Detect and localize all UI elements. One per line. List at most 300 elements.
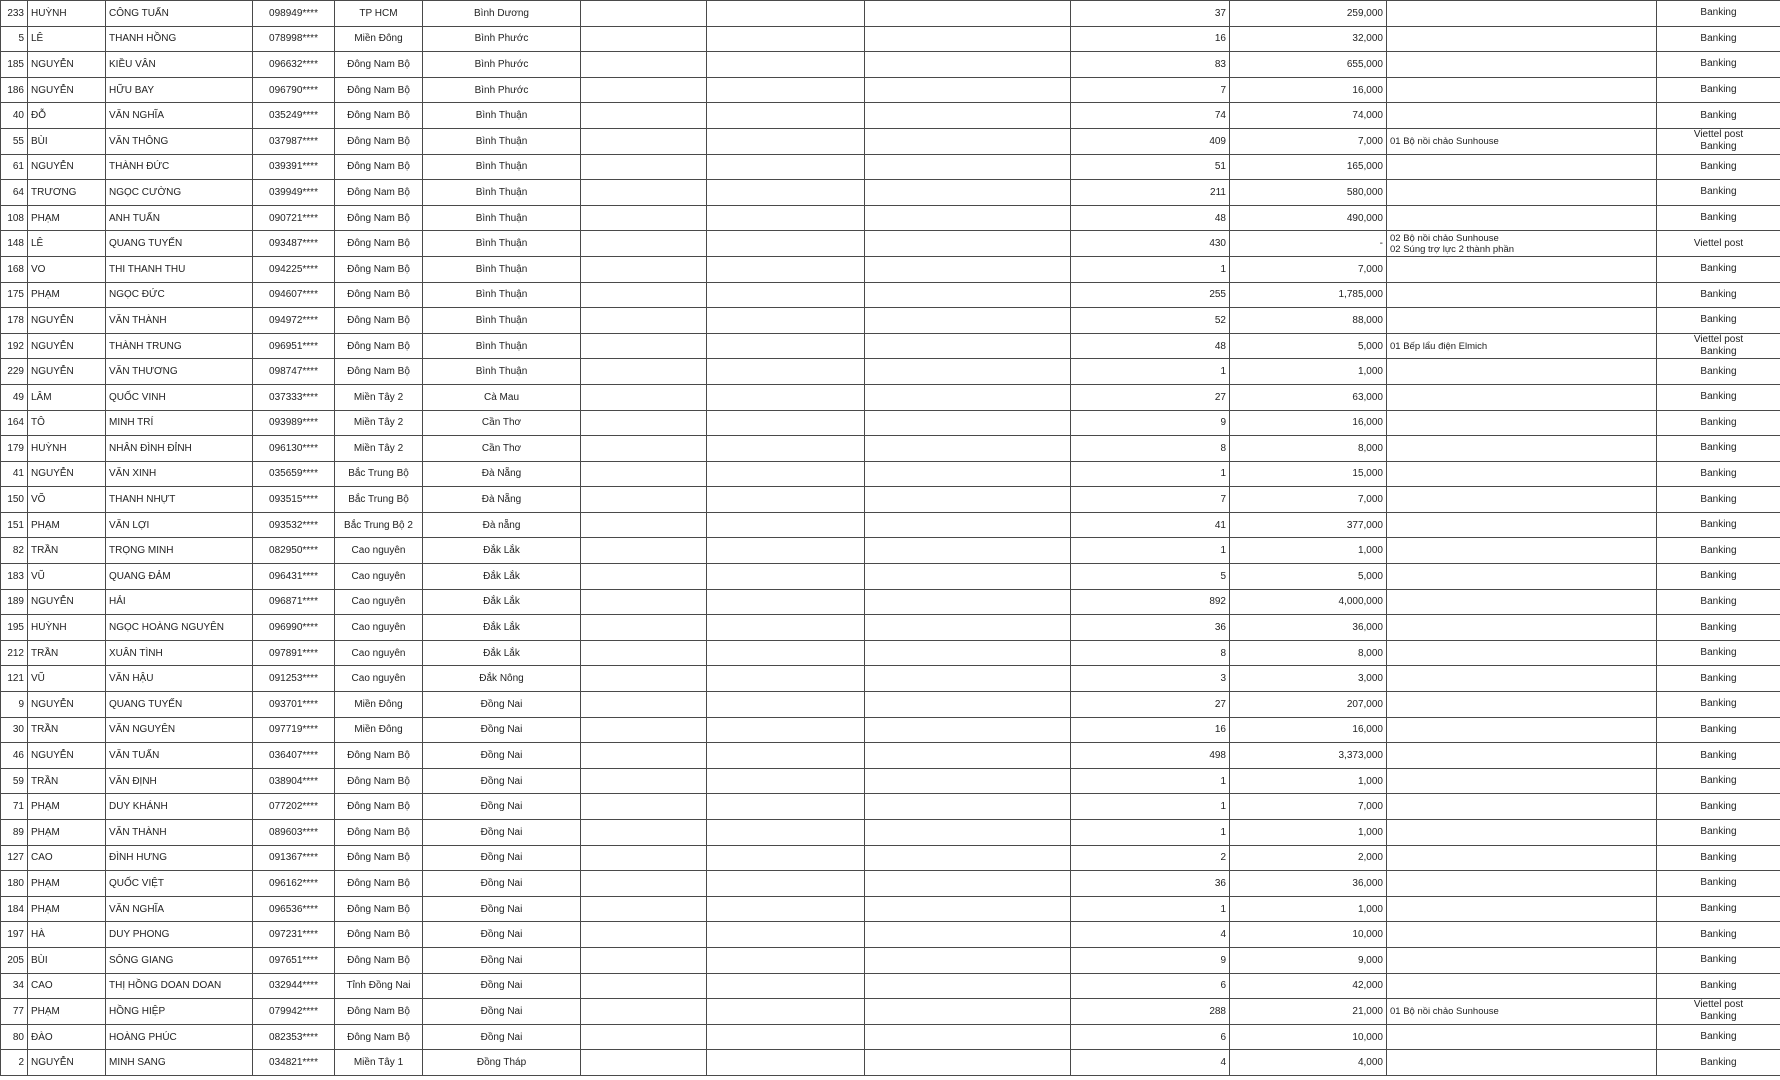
province-cell: Đà Nẵng [423, 461, 581, 487]
prize-note-cell [1387, 128, 1657, 154]
empty-cell [581, 384, 707, 410]
row-id-cell: 64 [1, 180, 28, 206]
province-cell: Cần Thơ [423, 436, 581, 462]
given-name-cell: MINH TRÍ [106, 410, 253, 436]
region-cell: Đông Nam Bộ [335, 231, 423, 257]
prize-note-line: 01 Bộ nồi chảo Sunhouse [1390, 135, 1499, 147]
empty-cell [707, 26, 865, 52]
row-id-cell: 183 [1, 564, 28, 590]
amount-cell: 1,000 [1230, 768, 1387, 794]
region-cell: Đông Nam Bộ [335, 896, 423, 922]
table-row [1, 538, 1780, 564]
payment-method-line: Banking [1700, 314, 1737, 326]
table-row [1, 999, 1780, 1025]
surname-cell: PHẠM [28, 282, 106, 308]
prize-note-cell [1387, 180, 1657, 206]
prize-note-line: 01 Bếp lẩu điện Elmich [1390, 340, 1488, 352]
empty-cell [865, 743, 1071, 769]
payment-method-line: Banking [1700, 1056, 1737, 1068]
empty-cell [865, 947, 1071, 973]
table-row [1, 896, 1780, 922]
given-name-cell: HỒNG HIỆP [106, 999, 253, 1025]
quantity-cell: 7 [1071, 77, 1230, 103]
empty-cell [865, 871, 1071, 897]
phone-cell: 097891**** [253, 640, 335, 666]
region-cell: Đông Nam Bộ [335, 103, 423, 129]
prize-note-cell [1387, 615, 1657, 641]
quantity-cell: 5 [1071, 564, 1230, 590]
amount-cell: 1,000 [1230, 896, 1387, 922]
province-cell: Bình Thuận [423, 231, 581, 257]
phone-cell: 096130**** [253, 436, 335, 462]
region-cell: Miền Tây 2 [335, 384, 423, 410]
empty-cell [707, 359, 865, 385]
table-row [1, 589, 1780, 615]
payment-method-line: Viettel post [1693, 237, 1744, 249]
empty-cell [581, 692, 707, 718]
prize-note-cell [1387, 896, 1657, 922]
given-name-cell: CÔNG TUẤN [106, 1, 253, 27]
payment-method-cell [1657, 333, 1780, 359]
payment-method-line: Banking [1700, 186, 1737, 198]
province-cell: Đắk Lắk [423, 564, 581, 590]
empty-cell [865, 1, 1071, 27]
surname-cell: NGUYỄN [28, 154, 106, 180]
amount-cell: 36,000 [1230, 871, 1387, 897]
payment-method-cell [1657, 717, 1780, 743]
empty-cell [707, 77, 865, 103]
payment-method-cell [1657, 128, 1780, 154]
given-name-cell: VĂN NGHĨA [106, 103, 253, 129]
region-cell: Đông Nam Bộ [335, 180, 423, 206]
amount-cell: 580,000 [1230, 180, 1387, 206]
empty-cell [707, 205, 865, 231]
region-cell: Đông Nam Bộ [335, 922, 423, 948]
quantity-cell: 16 [1071, 26, 1230, 52]
empty-cell [707, 512, 865, 538]
region-cell: Miền Tây 2 [335, 436, 423, 462]
region-cell: Đông Nam Bộ [335, 999, 423, 1025]
surname-cell: NGUYỄN [28, 692, 106, 718]
surname-cell: LÂM [28, 384, 106, 410]
empty-cell [707, 717, 865, 743]
surname-cell: NGUYỄN [28, 308, 106, 334]
table-row [1, 1024, 1780, 1050]
empty-cell [581, 922, 707, 948]
given-name-cell: VĂN LỢI [106, 512, 253, 538]
payment-method-line: Banking [1700, 570, 1737, 582]
phone-cell: 096536**** [253, 896, 335, 922]
given-name-cell: ĐÌNH HƯNG [106, 845, 253, 871]
payment-method-cell [1657, 615, 1780, 641]
empty-cell [865, 461, 1071, 487]
payment-method-line: Banking [1700, 621, 1737, 633]
quantity-cell: 1 [1071, 794, 1230, 820]
phone-cell: 096990**** [253, 615, 335, 641]
amount-cell: 8,000 [1230, 436, 1387, 462]
phone-cell: 096790**** [253, 77, 335, 103]
region-cell: Đông Nam Bộ [335, 333, 423, 359]
row-id-cell: 205 [1, 947, 28, 973]
empty-cell [865, 282, 1071, 308]
phone-cell: 089603**** [253, 820, 335, 846]
table-row [1, 922, 1780, 948]
prize-note-cell [1387, 410, 1657, 436]
table-row [1, 180, 1780, 206]
phone-cell: 098747**** [253, 359, 335, 385]
region-cell: Bắc Trung Bộ [335, 461, 423, 487]
region-cell: Bắc Trung Bộ [335, 487, 423, 513]
table-row [1, 692, 1780, 718]
row-id-cell: 89 [1, 820, 28, 846]
empty-cell [707, 52, 865, 78]
surname-cell: TRƯƠNG [28, 180, 106, 206]
prize-note-cell [1387, 52, 1657, 78]
surname-cell: VŨ [28, 564, 106, 590]
region-cell: Đông Nam Bộ [335, 52, 423, 78]
given-name-cell: QUỐC VIỆT [106, 871, 253, 897]
payment-method-cell [1657, 1050, 1780, 1076]
empty-cell [581, 845, 707, 871]
payment-method-line: Banking [1700, 467, 1737, 479]
surname-cell: BÙI [28, 128, 106, 154]
payment-method-cell [1657, 538, 1780, 564]
quantity-cell: 255 [1071, 282, 1230, 308]
surname-cell: NGUYỄN [28, 589, 106, 615]
empty-cell [865, 333, 1071, 359]
table-row [1, 410, 1780, 436]
row-id-cell: 186 [1, 77, 28, 103]
phone-cell: 094972**** [253, 308, 335, 334]
amount-cell: 16,000 [1230, 717, 1387, 743]
amount-cell: 1,785,000 [1230, 282, 1387, 308]
empty-cell [707, 103, 865, 129]
empty-cell [707, 384, 865, 410]
payment-method-cell [1657, 487, 1780, 513]
table-row [1, 564, 1780, 590]
amount-cell: 10,000 [1230, 1024, 1387, 1050]
province-cell: Đắk Lắk [423, 538, 581, 564]
payment-method-cell [1657, 999, 1780, 1025]
payment-method-line: Viettel post [1693, 334, 1744, 346]
province-cell: Bình Thuận [423, 180, 581, 206]
prize-note-cell [1387, 538, 1657, 564]
surname-cell: PHẠM [28, 820, 106, 846]
table-row [1, 231, 1780, 257]
given-name-cell: VĂN NGUYÊN [106, 717, 253, 743]
empty-cell [581, 128, 707, 154]
table-row [1, 333, 1780, 359]
region-cell: Đông Nam Bộ [335, 308, 423, 334]
province-cell: Đồng Nai [423, 717, 581, 743]
empty-cell [581, 1024, 707, 1050]
payment-method-line: Banking [1700, 544, 1737, 556]
row-id-cell: 151 [1, 512, 28, 538]
phone-cell: 079942**** [253, 999, 335, 1025]
quantity-cell: 27 [1071, 692, 1230, 718]
row-id-cell: 34 [1, 973, 28, 999]
amount-cell: 36,000 [1230, 615, 1387, 641]
payment-method-line: Banking [1700, 698, 1737, 710]
prize-note-cell [1387, 384, 1657, 410]
payment-method-cell [1657, 820, 1780, 846]
row-id-cell: 121 [1, 666, 28, 692]
payment-method-cell [1657, 103, 1780, 129]
region-cell: TP HCM [335, 1, 423, 27]
empty-cell [581, 487, 707, 513]
table-row [1, 282, 1780, 308]
quantity-cell: 48 [1071, 205, 1230, 231]
empty-cell [865, 128, 1071, 154]
empty-cell [865, 666, 1071, 692]
amount-cell: 88,000 [1230, 308, 1387, 334]
given-name-cell: THI THANH THU [106, 256, 253, 282]
surname-cell: NGUYỄN [28, 461, 106, 487]
province-cell: Đắk Lắk [423, 615, 581, 641]
row-id-cell: 49 [1, 384, 28, 410]
empty-cell [707, 256, 865, 282]
given-name-cell: NGỌC ĐỨC [106, 282, 253, 308]
given-name-cell: THANH NHỰT [106, 487, 253, 513]
region-cell: Miền Tây 2 [335, 410, 423, 436]
table-row [1, 973, 1780, 999]
row-id-cell: 150 [1, 487, 28, 513]
empty-cell [581, 743, 707, 769]
given-name-cell: KIỀU VÂN [106, 52, 253, 78]
prize-note-cell [1387, 743, 1657, 769]
given-name-cell: QUANG TUYẾN [106, 692, 253, 718]
region-cell: Đông Nam Bộ [335, 282, 423, 308]
surname-cell: PHẠM [28, 896, 106, 922]
phone-cell: 082950**** [253, 538, 335, 564]
prize-note-cell [1387, 973, 1657, 999]
phone-cell: 093989**** [253, 410, 335, 436]
row-id-cell: 5 [1, 26, 28, 52]
empty-cell [707, 538, 865, 564]
amount-cell: 1,000 [1230, 538, 1387, 564]
empty-cell [707, 999, 865, 1025]
amount-cell: 42,000 [1230, 973, 1387, 999]
row-id-cell: 178 [1, 308, 28, 334]
table-row [1, 615, 1780, 641]
row-id-cell: 180 [1, 871, 28, 897]
amount-cell: 165,000 [1230, 154, 1387, 180]
region-cell: Tỉnh Đồng Nai [335, 973, 423, 999]
prize-note-cell [1387, 26, 1657, 52]
amount-cell: 3,000 [1230, 666, 1387, 692]
surname-cell: NGUYỄN [28, 359, 106, 385]
prize-note-cell [1387, 231, 1657, 257]
surname-cell: PHẠM [28, 512, 106, 538]
region-cell: Đông Nam Bộ [335, 154, 423, 180]
province-cell: Bình Thuận [423, 154, 581, 180]
empty-cell [581, 333, 707, 359]
prize-note-cell [1387, 692, 1657, 718]
quantity-cell: 4 [1071, 1050, 1230, 1076]
table-row [1, 487, 1780, 513]
given-name-cell: VĂN NGHĨA [106, 896, 253, 922]
amount-cell: 4,000 [1230, 1050, 1387, 1076]
amount-cell: 7,000 [1230, 794, 1387, 820]
empty-cell [707, 180, 865, 206]
given-name-cell: THỊ HỒNG DOAN DOAN [106, 973, 253, 999]
row-id-cell: 80 [1, 1024, 28, 1050]
amount-cell: 10,000 [1230, 922, 1387, 948]
payment-method-cell [1657, 743, 1780, 769]
table-row [1, 205, 1780, 231]
payment-method-cell [1657, 845, 1780, 871]
payment-method-cell [1657, 692, 1780, 718]
prize-note-cell [1387, 77, 1657, 103]
empty-cell [581, 871, 707, 897]
amount-cell: 32,000 [1230, 26, 1387, 52]
payment-method-cell [1657, 410, 1780, 436]
province-cell: Đồng Nai [423, 794, 581, 820]
quantity-cell: 409 [1071, 128, 1230, 154]
phone-cell: 097231**** [253, 922, 335, 948]
payment-method-line: Banking [1700, 391, 1737, 403]
row-id-cell: 229 [1, 359, 28, 385]
phone-cell: 039391**** [253, 154, 335, 180]
payment-method-line: Banking [1700, 365, 1737, 377]
province-cell: Bình Thuận [423, 282, 581, 308]
amount-cell: 21,000 [1230, 999, 1387, 1025]
surname-cell: LÊ [28, 26, 106, 52]
empty-cell [865, 692, 1071, 718]
quantity-cell: 430 [1071, 231, 1230, 257]
row-id-cell: 192 [1, 333, 28, 359]
quantity-cell: 52 [1071, 308, 1230, 334]
province-cell: Bình Thuận [423, 205, 581, 231]
surname-cell: VÕ [28, 487, 106, 513]
empty-cell [581, 666, 707, 692]
row-id-cell: 168 [1, 256, 28, 282]
row-id-cell: 233 [1, 1, 28, 27]
empty-cell [581, 973, 707, 999]
given-name-cell: TRỌNG MINH [106, 538, 253, 564]
prize-note-cell [1387, 1050, 1657, 1076]
province-cell: Đồng Nai [423, 1024, 581, 1050]
table-row [1, 77, 1780, 103]
empty-cell [865, 794, 1071, 820]
province-cell: Bình Thuận [423, 128, 581, 154]
row-id-cell: 46 [1, 743, 28, 769]
surname-cell: ĐỖ [28, 103, 106, 129]
empty-cell [581, 103, 707, 129]
surname-cell: HUỲNH [28, 615, 106, 641]
row-id-cell: 212 [1, 640, 28, 666]
phone-cell: 077202**** [253, 794, 335, 820]
prize-note-cell [1387, 333, 1657, 359]
quantity-cell: 1 [1071, 461, 1230, 487]
table-row [1, 308, 1780, 334]
empty-cell [581, 410, 707, 436]
table-row [1, 794, 1780, 820]
empty-cell [581, 589, 707, 615]
empty-cell [707, 564, 865, 590]
phone-cell: 035659**** [253, 461, 335, 487]
phone-cell: 093515**** [253, 487, 335, 513]
empty-cell [865, 564, 1071, 590]
table-row [1, 871, 1780, 897]
empty-cell [581, 436, 707, 462]
payment-method-line: Banking [1700, 32, 1737, 44]
given-name-cell: VĂN TUẤN [106, 743, 253, 769]
row-id-cell: 184 [1, 896, 28, 922]
prize-note-cell [1387, 308, 1657, 334]
quantity-cell: 8 [1071, 436, 1230, 462]
surname-cell: HUỲNH [28, 436, 106, 462]
payment-method-cell [1657, 768, 1780, 794]
quantity-cell: 36 [1071, 871, 1230, 897]
payment-method-cell [1657, 973, 1780, 999]
payment-method-line: Banking [1700, 672, 1737, 684]
surname-cell: HÀ [28, 922, 106, 948]
phone-cell: 038904**** [253, 768, 335, 794]
empty-cell [865, 1024, 1071, 1050]
phone-cell: 036407**** [253, 743, 335, 769]
given-name-cell: NGỌC HOÀNG NGUYÊN [106, 615, 253, 641]
prize-note-cell [1387, 256, 1657, 282]
payment-method-line: Banking [1700, 723, 1737, 735]
surname-cell: CAO [28, 973, 106, 999]
empty-cell [581, 154, 707, 180]
empty-cell [865, 205, 1071, 231]
region-cell: Đông Nam Bộ [335, 871, 423, 897]
region-cell: Đông Nam Bộ [335, 1024, 423, 1050]
payment-method-line: Banking [1700, 877, 1737, 889]
table-row [1, 640, 1780, 666]
prize-note-cell [1387, 871, 1657, 897]
row-id-cell: 30 [1, 717, 28, 743]
row-id-cell: 197 [1, 922, 28, 948]
province-cell: Đồng Nai [423, 820, 581, 846]
phone-cell: 037987**** [253, 128, 335, 154]
phone-cell: 097719**** [253, 717, 335, 743]
empty-cell [707, 1024, 865, 1050]
empty-cell [707, 973, 865, 999]
prize-note-cell [1387, 436, 1657, 462]
payment-method-line: Banking [1700, 519, 1737, 531]
quantity-cell: 48 [1071, 333, 1230, 359]
payment-method-cell [1657, 359, 1780, 385]
payment-method-line: Viettel post [1693, 999, 1744, 1011]
province-cell: Bình Thuận [423, 308, 581, 334]
province-cell: Đồng Nai [423, 692, 581, 718]
row-id-cell: 164 [1, 410, 28, 436]
empty-cell [707, 487, 865, 513]
payment-method-line: Banking [1700, 647, 1737, 659]
row-id-cell: 148 [1, 231, 28, 257]
payment-method-cell [1657, 1, 1780, 27]
table-row [1, 256, 1780, 282]
empty-cell [581, 538, 707, 564]
province-cell: Bình Thuận [423, 103, 581, 129]
table-body [1, 1, 1780, 1076]
region-cell: Bắc Trung Bộ 2 [335, 512, 423, 538]
prize-note-cell [1387, 794, 1657, 820]
prize-note-cell [1387, 640, 1657, 666]
quantity-cell: 3 [1071, 666, 1230, 692]
phone-cell: 096632**** [253, 52, 335, 78]
province-cell: Đồng Nai [423, 743, 581, 769]
amount-cell: 15,000 [1230, 461, 1387, 487]
empty-cell [707, 1, 865, 27]
empty-cell [707, 922, 865, 948]
amount-cell: 377,000 [1230, 512, 1387, 538]
prize-note-cell [1387, 512, 1657, 538]
empty-cell [581, 26, 707, 52]
